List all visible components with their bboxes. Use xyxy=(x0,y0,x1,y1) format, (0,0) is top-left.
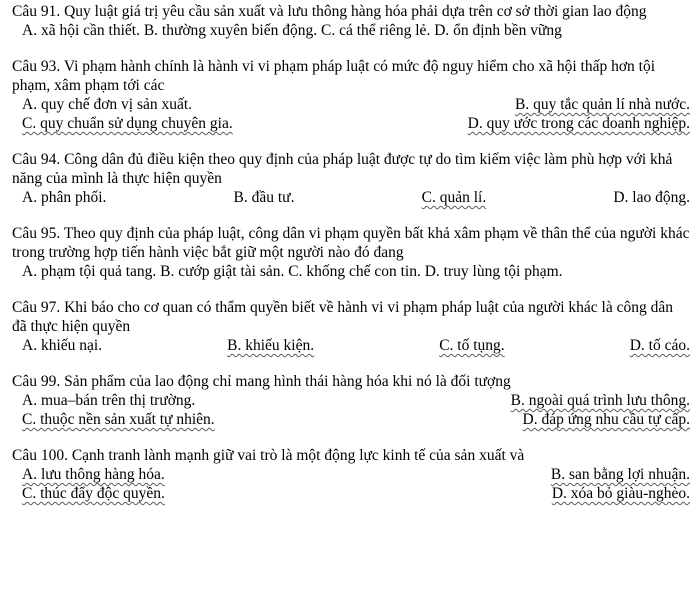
option-b: B. quy tắc quản lí nhà nước. xyxy=(514,96,690,113)
options-row xyxy=(12,21,690,40)
option-d: D. lao động. xyxy=(613,189,690,206)
question-stem: Câu 94. Công dân đủ điều kiện theo quy định của pháp luật được tự do tìm kiếm việc làm phù hợp với khả năng của mình là thực hiện quyền xyxy=(12,151,673,187)
question-93 xyxy=(12,57,690,133)
question-stem: Câu 91. Quy luật giá trị yêu cầu sản xuất và lưu thông hàng hóa phải dựa trên cơ sở thời gian lao động xyxy=(12,3,647,20)
options-row xyxy=(12,95,690,114)
option-d: D. xóa bỏ giàu-nghèo. xyxy=(551,485,690,502)
option-b: B. san bằng lợi nhuận. xyxy=(550,466,690,483)
question-97 xyxy=(12,298,690,355)
option-c: C. thúc đẩy độc quyền. xyxy=(22,485,165,502)
options-row xyxy=(12,336,690,355)
question-stem: Câu 95. Theo quy định của pháp luật, công dân vi phạm quyền bất khả xâm phạm về thân thể của người khác trong trường hợp tiến hành việc bắt giữ một người nào đó đang xyxy=(12,225,690,261)
option-b: B. ngoài quá trình lưu thông. xyxy=(510,392,690,409)
question-95 xyxy=(12,224,690,281)
options-row xyxy=(12,465,690,484)
options-row xyxy=(12,410,690,429)
option-d: D. quy ước trong các doanh nghiệp. xyxy=(467,115,690,132)
question-91 xyxy=(12,2,690,40)
options-row xyxy=(12,391,690,410)
option-c: C. tố tụng. xyxy=(439,337,505,354)
option-a: A. lưu thông hàng hóa. xyxy=(22,466,165,483)
option-c: C. thuộc nền sản xuất tự nhiên. xyxy=(22,411,215,428)
options-row xyxy=(12,484,690,503)
option-b: B. khiếu kiện. xyxy=(227,337,315,354)
question-99 xyxy=(12,372,690,429)
question-stem: Câu 99. Sản phẩm của lao động chỉ mang hình thái hàng hóa khi nó là đối tượng xyxy=(12,373,511,390)
options-line: A. xã hội cần thiết. B. thường xuyên biến động. C. cá thể riêng lẻ. D. ổn định bền vững xyxy=(22,22,562,39)
option-d: D. đáp ứng nhu cầu tự cấp. xyxy=(522,411,690,428)
question-94 xyxy=(12,150,690,207)
question-stem: Câu 97. Khi báo cho cơ quan có thẩm quyền biết về hành vi vi phạm pháp luật của người khác là công dân đã thực hiện quyền xyxy=(12,299,673,335)
options-line: A. phạm tội quả tang. B. cướp giật tài sản. C. khống chế con tin. D. truy lùng tội phạm. xyxy=(22,263,563,280)
option-c: C. quản lí. xyxy=(421,189,487,206)
question-stem: Câu 100. Cạnh tranh lành mạnh giữ vai trò là một động lực kinh tế của sản xuất và xyxy=(12,447,525,464)
question-100 xyxy=(12,446,690,503)
option-b: B. đầu tư. xyxy=(233,189,295,206)
option-a: A. quy chế đơn vị sản xuất. xyxy=(22,96,193,113)
option-d: D. tố cáo. xyxy=(629,337,690,354)
options-row xyxy=(12,262,690,281)
option-a: A. khiếu nại. xyxy=(22,337,103,354)
option-a: A. mua–bán trên thị trường. xyxy=(22,392,196,409)
options-row xyxy=(12,114,690,133)
question-stem: Câu 93. Vi phạm hành chính là hành vi vi phạm pháp luật có mức độ nguy hiểm cho xã hội thấp hơn tội phạm, xâm phạm tới các xyxy=(12,58,656,94)
options-row xyxy=(12,188,690,207)
option-c: C. quy chuẩn sử dụng chuyên gia. xyxy=(22,115,233,132)
option-a: A. phân phối. xyxy=(22,189,107,206)
